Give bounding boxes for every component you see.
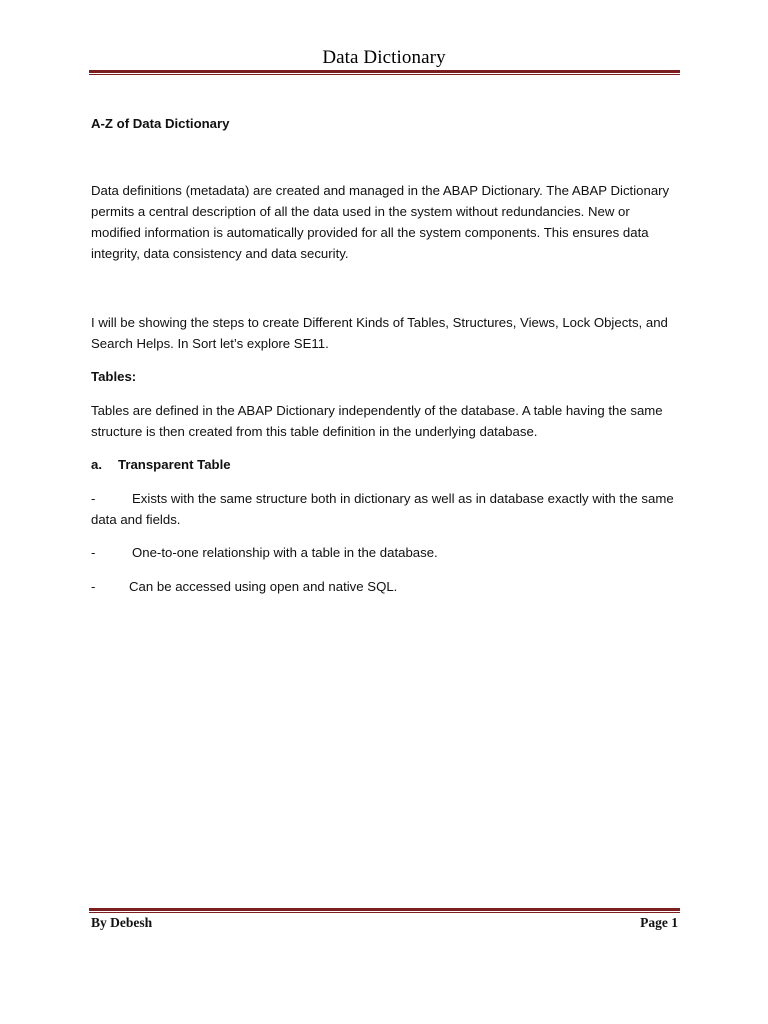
document-subtitle: A-Z of Data Dictionary (91, 116, 230, 131)
section-marker: a. (91, 457, 102, 472)
bullet-text: Can be accessed using open and native SQL. (129, 579, 398, 594)
tables-paragraph: Tables are defined in the ABAP Dictionary independently of the database. A table having the same structure is then created from this table definition in the underlying database. (91, 403, 663, 439)
bullet-dash: - (91, 545, 96, 560)
tables-heading: Tables: (91, 369, 137, 384)
page-header-title: Data Dictionary (322, 47, 446, 68)
bullet-text: Exists with the same structure both in dictionary as well as in database exactly with the same data and fields. (91, 491, 674, 527)
intro-paragraph: Data definitions (metadata) are created and managed in the ABAP Dictionary. The ABAP Dictionary permits a central description of all the data used in the system without redundancies. New or modified information is automatically provided for all the system components. This ensures data integrity, data consistency and data security. (91, 183, 670, 261)
list-item (91, 488, 681, 530)
list-item (91, 542, 681, 563)
footer-author: By Debesh (91, 915, 153, 930)
header-divider (89, 70, 680, 75)
footer-divider-thin (89, 912, 680, 913)
footer-page-number: Page 1 (640, 915, 678, 930)
steps-paragraph: I will be showing the steps to create Different Kinds of Tables, Structures, Views, Lock Objects, and Search Helps. In Sort let’s explore SE11. (91, 315, 668, 351)
footer-divider (89, 908, 680, 913)
list-item (91, 576, 681, 597)
section-label: Transparent Table (118, 457, 231, 472)
bullet-dash: - (91, 579, 96, 594)
bullet-text: One-to-one relationship with a table in the database. (132, 545, 438, 560)
bullet-dash: - (91, 491, 96, 506)
section-transparent-table (91, 454, 681, 475)
header-divider-thin (89, 74, 680, 75)
